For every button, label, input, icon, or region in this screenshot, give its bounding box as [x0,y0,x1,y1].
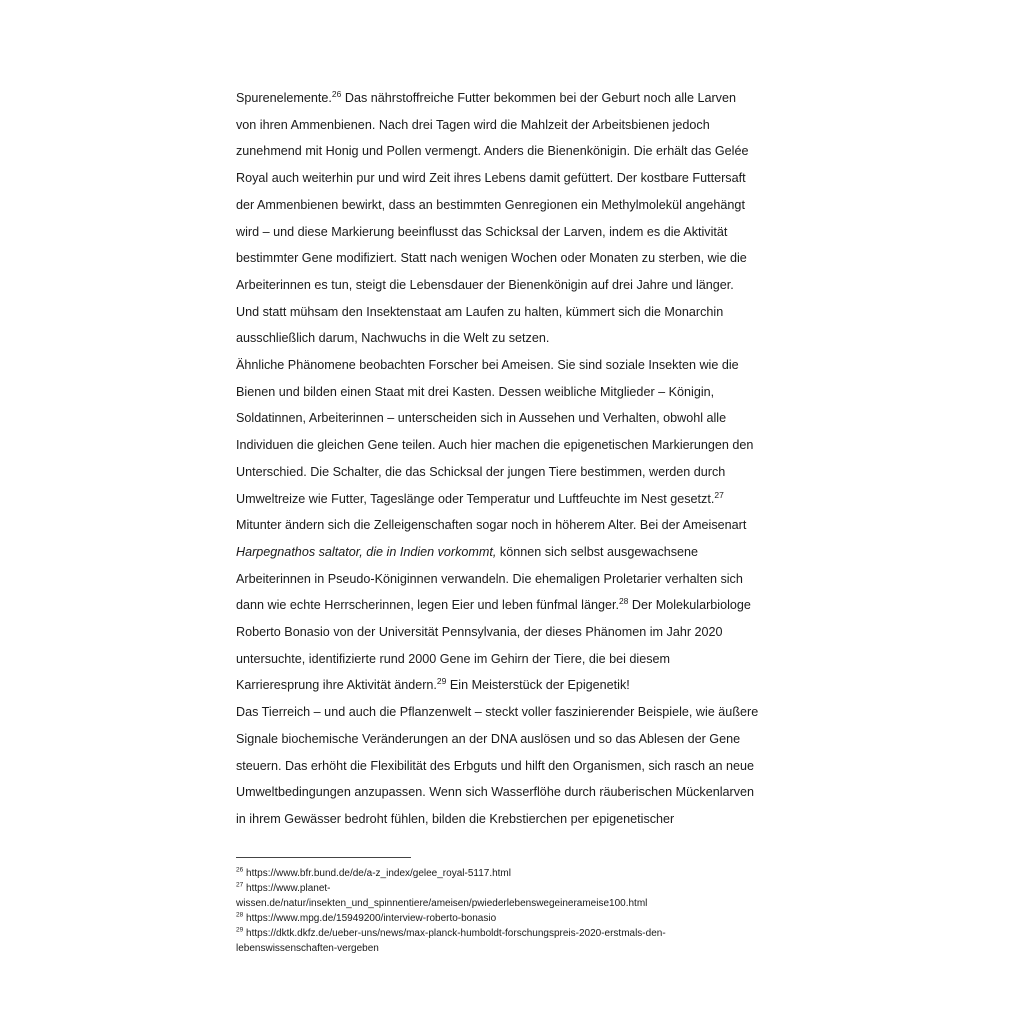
text-line [236,566,796,593]
text-line [236,672,796,699]
line-text: Individuen die gleichen Gene teilen. Auch hier machen die epigenetischen Markierungen den [236,438,754,453]
text-line [236,726,796,753]
text-line [236,405,796,432]
line-text: von ihren Ammenbienen. Nach drei Tagen wird die Mahlzeit der Arbeitsbienen jedoch [236,117,710,132]
line-text: untersuchte, identifizierte rund 2000 Gene im Gehirn der Tiere, die bei diesem [236,651,671,666]
footnote-url: https://www.bfr.bund.de/de/a-z_index/gelee_royal-5117.html [243,868,511,879]
footnote-url: https://www.mpg.de/15949200/interview-roberto-bonasio [243,913,497,924]
line-text: in ihrem Gewässer bedroht fühlen, bilden die Krebstierchen per epigenetischer [236,811,675,826]
line-text: ausschließlich darum, Nachwuchs in die Welt zu setzen. [236,331,550,346]
line-text: Umweltreize wie Futter, Tageslänge oder Temperatur und Luftfeuchte im Nest gesetzt. [236,491,715,506]
footnote-number: 27 [236,881,244,889]
line-text: Bienen und bilden einen Staat mit drei Kasten. Dessen weibliche Mitglieder – Königin, [236,384,715,399]
text-line [236,219,796,246]
text-line [236,379,796,406]
text-line [236,592,796,619]
text-line [236,646,796,673]
line-text: Arbeiterinnen in Pseudo-Königinnen verwandeln. Die ehemaligen Proletarier verhalten sich [236,571,743,586]
line-text: Mitunter ändern sich die Zelleigenschaften sogar noch in höherem Alter. Bei der Ameisenart [236,518,747,533]
footnote-number: 29 [236,926,244,934]
line-text: Royal auch weiterhin pur und wird Zeit ihres Lebens damit gefüttert. Der kostbare Futtersaft [236,171,746,186]
text-line [236,699,796,726]
line-text: Karrieresprung ihre Aktivität ändern. [236,678,437,693]
line-text: steuern. Das erhöht die Flexibilität des Erbguts und hilft den Organismen, sich rasch an neue [236,758,755,773]
text-line [236,325,796,352]
footnote-line [236,881,796,896]
line-text: Unterschied. Die Schalter, die das Schicksal der jungen Tiere bestimmen, werden durch [236,464,726,479]
line-text: Roberto Bonasio von der Universität Pennsylvania, der dieses Phänomen im Jahr 2020 [236,625,723,640]
text-line [236,806,796,833]
footnote-url: wissen.de/natur/insekten_und_spinnentiere/ameisen/pwiederlebenswegeinerameise100.html [236,898,648,909]
footnote-reference: 28 [618,596,629,607]
footnote-reference: 29 [436,676,447,687]
line-text: der Ammenbienen bewirkt, dass an bestimmten Genregionen ein Methylmolekül angehängt [236,197,745,212]
text-line [236,272,796,299]
footnote-number: 26 [236,866,244,874]
text-line [236,486,796,513]
footnote-reference: 27 [714,489,724,500]
line-text: Signale biochemische Veränderungen an der DNA auslösen und so das Ablesen der Gene [236,731,741,746]
text-line [236,432,796,459]
line-text: Der Molekularbiologe [628,598,751,613]
footnote-url: https://www.planet- [243,883,331,894]
footnote-line [236,911,796,926]
text-line [236,459,796,486]
text-line [236,245,796,272]
line-text: bestimmter Gene modifiziert. Statt nach wenigen Wochen oder Monaten zu sterben, wie die [236,251,747,266]
text-line [236,192,796,219]
text-line [236,85,796,112]
body-text [236,85,796,833]
footnote-line [236,896,796,911]
text-line [236,352,796,379]
line-text: Und statt mühsam den Insektenstaat am Laufen zu halten, kümmert sich die Monarchin [236,304,724,319]
text-line [236,779,796,806]
footnotes [236,866,796,956]
footnote-url: lebenswissenschaften-vergeben [236,943,379,954]
footnote-separator [236,857,411,858]
text-line [236,753,796,780]
line-text: Das Tierreich – und auch die Pflanzenwelt – steckt voller faszinierender Beispiele, wie äußere [236,705,759,720]
text-line [236,299,796,326]
line-text: Arbeiterinnen es tun, steigt die Lebensdauer der Bienenkönigin auf drei Jahre und länger. [236,277,734,292]
text-line [236,138,796,165]
text-line [236,112,796,139]
footnote-reference: 26 [331,88,342,99]
text-line [236,619,796,646]
italic-species-name: Harpegnathos saltator, die in Indien vorkommt, [236,544,497,559]
footnote-line [236,941,796,956]
line-text: zunehmend mit Honig und Pollen vermengt. Anders die Bienenkönigin. Die erhält das Gelée [236,144,749,159]
line-text: Soldatinnen, Arbeiterinnen – unterscheiden sich in Aussehen und Verhalten, obwohl alle [236,411,727,426]
footnote-url: https://dktk.dkfz.de/ueber-uns/news/max-planck-humboldt-forschungspreis-2020-erstmals-den- [243,928,666,939]
line-text: Umweltbedingungen anzupassen. Wenn sich Wasserflöhe durch räuberischen Mückenlarven [236,785,755,800]
line-text: dann wie echte Herrscherinnen, legen Eier und leben fünfmal länger. [236,598,619,613]
line-text: Ein Meisterstück der Epigenetik! [446,678,630,693]
text-line [236,165,796,192]
text-line [236,512,796,539]
footnote-line [236,926,796,941]
footnote-line [236,866,796,881]
line-text: wird – und diese Markierung beeinflusst das Schicksal der Larven, indem es die Aktivität [236,224,728,239]
footnote-number: 28 [236,911,244,919]
line-text: Spurenelemente. [236,91,332,105]
line-text: können sich selbst ausgewachsene [496,544,699,559]
line-text: Das nährstoffreiche Futter bekommen bei der Geburt noch alle Larven [341,91,736,105]
line-text: Ähnliche Phänomene beobachten Forscher bei Ameisen. Sie sind soziale Insekten wie die [236,358,739,373]
text-line [236,539,796,566]
